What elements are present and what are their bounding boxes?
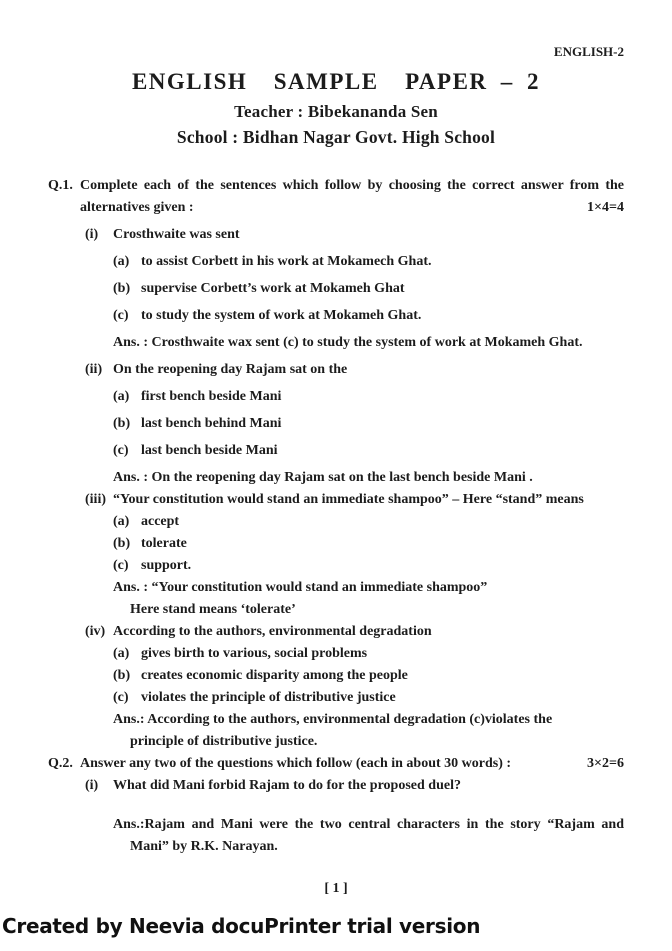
page-header-label: ENGLISH-2 [553,44,624,59]
question-2-number: Q.2. [48,756,73,771]
sub-question-number: (iii) [85,492,106,507]
option-label: (a) [113,254,130,269]
option-row [113,251,624,273]
option-text: supervise Corbett’s work at Mokameh Ghat [141,281,405,296]
option-label: (b) [113,281,131,296]
answer-line: Ans. : On the reopening day Rajam sat on the last bench beside Mani . [113,470,533,485]
page-number: [ 1 ] [324,881,348,896]
answer-line: Ans.: According to the authors, environmental degradation (c)violates the [113,712,553,727]
sub-question-text: Crosthwaite was sent [113,227,240,242]
option-label: (b) [113,536,131,551]
option-row [113,413,624,435]
sub-question-body [113,621,624,753]
option-text: creates economic disparity among the people [141,668,408,683]
sub-question-number: (iv) [85,624,106,639]
answer-line: Ans. : Crosthwaite wax sent (c) to study the system of work at Mokameh Ghat. [113,335,583,350]
option-row [113,533,624,555]
sub-question-1-i [85,224,624,354]
option-text: gives birth to various, social problems [141,646,368,661]
option-label: (a) [113,646,130,661]
sub-question-number: (ii) [85,362,103,377]
option-row [113,511,624,533]
option-text: last bench behind Mani [141,416,282,431]
sub-question-1-iii [85,489,624,621]
option-label: (b) [113,668,131,683]
question-2-body [80,753,624,858]
question-1 [48,175,624,753]
sub-question-text: On the reopening day Rajam sat on the [113,362,348,377]
option-row [113,555,624,577]
option-row [113,386,624,408]
option-text: to study the system of work at Mokameh Ghat. [141,308,422,323]
option-text: last bench beside Mani [141,443,278,458]
option-row [113,440,624,462]
option-row [113,687,624,709]
option-text: support. [141,558,192,573]
watermark-text: Created by Neevia docuPrinter trial version [2,914,481,938]
question-1-body [80,175,624,753]
question-1-text-line-2 [80,197,624,219]
question-1-number: Q.1. [48,178,73,193]
question-2-marks: 3×2=6 [587,756,624,771]
sub-question-1-iv [85,621,624,753]
paper-title: ENGLISH SAMPLE PAPER – 2 [131,69,541,94]
option-text: accept [141,514,180,529]
sub-question-text: According to the authors, environmental degradation [113,624,432,639]
option-label: (a) [113,389,130,404]
option-text: to assist Corbett in his work at Mokamech Ghat. [141,254,432,269]
sub-question-body [113,775,624,858]
sub-question-number: (i) [85,227,99,242]
answer-line-continued: principle of distributive justice. [130,734,318,749]
question-1-text-line-1: Complete each of the sentences which follow by choosing the correct answer from the [80,178,624,193]
teacher-line: Teacher : Bibekananda Sen [234,102,438,121]
option-row [113,305,624,327]
option-row [113,665,624,687]
option-text: violates the principle of distributive justice [141,690,396,705]
sub-question-number: (i) [85,778,99,793]
school-line: School : Bidhan Nagar Govt. High School [176,127,496,147]
option-label: (c) [113,308,129,323]
question-2 [48,753,624,858]
option-label: (a) [113,514,130,529]
answer-line-continued: Here stand means ‘tolerate’ [130,602,296,617]
option-label: (c) [113,558,129,573]
option-row [113,643,624,665]
paper-body [48,175,624,858]
answer-line-continued: Mani” by R.K. Narayan. [130,839,278,854]
option-label: (c) [113,690,129,705]
sub-question-body [113,359,624,489]
option-text: tolerate [141,536,187,551]
sub-question-body [113,224,624,354]
option-label: (c) [113,443,129,458]
sub-question-text: “Your constitution would stand an immediate shampoo” – Here “stand” means [113,492,584,507]
sub-question-1-ii [85,359,624,489]
option-text: first bench beside Mani [141,389,282,404]
question-2-text: Answer any two of the questions which follow (each in about 30 words) : [80,756,512,771]
option-row [113,278,624,300]
question-2-text-line [80,753,624,775]
sub-question-2-i [85,775,624,858]
answer-line: Ans. : “Your constitution would stand an immediate shampoo” [113,580,488,595]
sub-question-text: What did Mani forbid Rajam to do for the proposed duel? [113,778,461,793]
question-1-text-line-2-text: alternatives given : [80,200,194,215]
question-1-marks: 1×4=4 [587,200,624,215]
option-label: (b) [113,416,131,431]
answer-line: Ans.:Rajam and Mani were the two central characters in the story “Rajam and [113,817,624,832]
sub-question-body [113,489,624,621]
